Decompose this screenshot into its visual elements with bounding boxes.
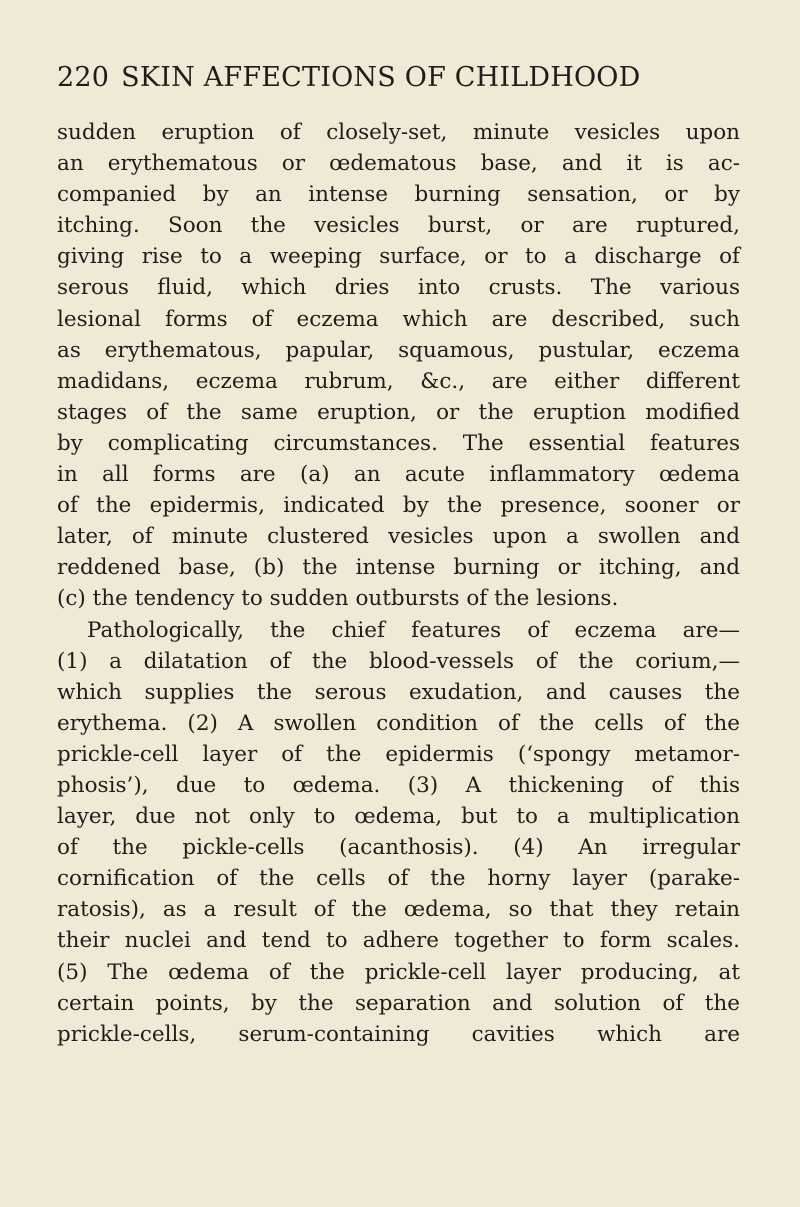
text-line: itching. Soon the vesicles burst, or are ruptured, xyxy=(57,213,740,239)
text-line: cornification of the cells of the horny layer (parake- xyxy=(57,866,740,892)
page-number: 220 xyxy=(57,62,110,93)
text-line: by complicating circumstances. The essential features xyxy=(57,430,740,456)
running-header xyxy=(57,62,641,93)
text-line: madidans, eczema rubrum, &c., are either different xyxy=(57,368,740,394)
text-line: of the pickle-cells (acanthosis). (4) An irregular xyxy=(57,835,740,861)
text-line: giving rise to a weeping surface, or to a discharge of xyxy=(57,244,740,270)
text-line: ratosis), as a result of the œdema, so that they retain xyxy=(57,897,740,923)
text-line: lesional forms of eczema which are described, such xyxy=(57,306,740,332)
text-line: serous fluid, which dries into crusts. The various xyxy=(57,275,740,301)
text-line: their nuclei and tend to adhere together to form scales. xyxy=(57,928,740,954)
text-line: prickle-cell layer of the epidermis (‘spongy metamor- xyxy=(57,741,740,767)
text-line: an erythematous or œdematous base, and it is ac- xyxy=(57,151,740,177)
body-text xyxy=(57,117,740,1050)
text-line: phosis’), due to œdema. (3) A thickening of this xyxy=(57,772,740,798)
text-line: erythema. (2) A swollen condition of the cells of the xyxy=(57,710,740,736)
running-title: SKIN AFFECTIONS OF CHILDHOOD xyxy=(121,62,641,93)
text-line: sudden eruption of closely-set, minute vesicles upon xyxy=(57,120,740,145)
text-line: certain points, by the separation and solution of the xyxy=(57,990,740,1016)
text-line: stages of the same eruption, or the eruption modified xyxy=(57,399,740,425)
text-line: (c) the tendency to sudden outbursts of the lesions. xyxy=(57,586,619,612)
text-line: layer, due not only to œdema, but to a multiplication xyxy=(57,804,740,830)
text-line: which supplies the serous exudation, and causes the xyxy=(57,679,740,705)
text-line: prickle-cells, serum-containing cavities which are xyxy=(57,1021,740,1047)
text-line: in all forms are (a) an acute inflammatory œdema xyxy=(57,462,740,488)
text-line: (1) a dilatation of the blood-vessels of the corium,— xyxy=(57,648,740,674)
text-line: reddened base, (b) the intense burning or itching, and xyxy=(57,555,740,581)
text-line: of the epidermis, indicated by the presence, sooner or xyxy=(57,493,740,519)
text-line: as erythematous, papular, squamous, pustular, eczema xyxy=(57,337,740,363)
text-line: later, of minute clustered vesicles upon a swollen and xyxy=(57,524,740,550)
text-line: (5) The œdema of the prickle-cell layer producing, at xyxy=(57,959,740,985)
text-line: Pathologically, the chief features of eczema are— xyxy=(87,617,740,643)
text-line: companied by an intense burning sensation, or by xyxy=(57,182,740,208)
